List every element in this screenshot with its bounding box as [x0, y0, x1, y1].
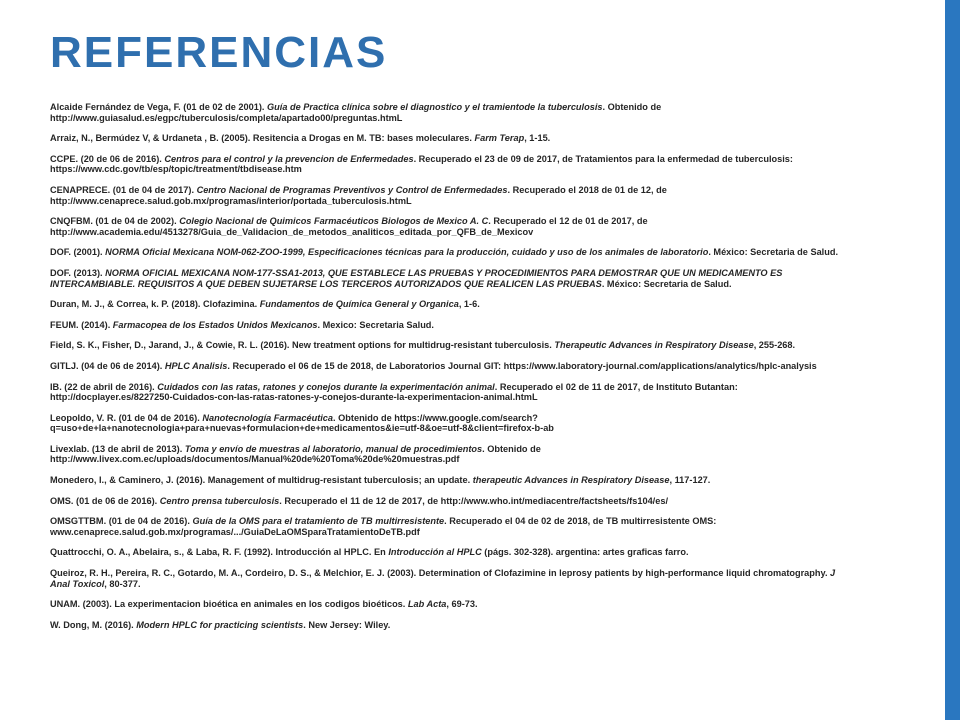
- reference-item: [50, 413, 850, 434]
- reference-text: , 80-377.: [104, 578, 141, 589]
- reference-text: . México: Secretaria de Salud.: [601, 278, 732, 289]
- reference-item: [50, 268, 850, 289]
- reference-text: OMS. (01 de 06 de 2016).: [50, 495, 160, 506]
- reference-text: . Obtenido de https://www.google.com/search?q=uso+de+la+nanotecnologia+para+nuevas+formulacion+de+medicamentos&ie=utf-8&oe=utf-8&client=firefox-b-ab: [50, 412, 554, 434]
- reference-italic-title: Guía de la OMS para el tratamiento de TB multirresistente: [192, 516, 445, 527]
- reference-text: . Recuperado el 12 de 01 de 2017, de http://www.academia.edu/4513278/Guia_de_Validacion_de_metodos_analiticos_editada_por_QFB_de_Mexicov: [50, 216, 648, 237]
- reference-text: GITLJ. (04 de 06 de 2014).: [50, 360, 165, 371]
- reference-italic-title: Guía de Practica clínica sobre el diagnostico y el tramientode la tuberculosis: [267, 102, 603, 112]
- page-title: REFERENCIAS: [50, 28, 388, 77]
- reference-text: FEUM. (2014).: [50, 319, 113, 330]
- reference-text: Arraiz, N., Bermúdez V, & Urdaneta , B. (2005). Resitencia a Drogas en M. TB: bases moleculares.: [50, 133, 475, 144]
- reference-item: [50, 599, 850, 610]
- reference-text: DOF. (2001).: [50, 247, 106, 258]
- reference-text: . Recuperado el 06 de 15 de 2018, de Laboratorios Journal GIT: https://www.laboratory-journal.com/applications/analytics/hplc-analysis: [227, 360, 817, 371]
- reference-text: Alcaide Fernández de Vega, F. (01 de 02 de 2001).: [50, 102, 268, 112]
- reference-italic-title: HPLC Analisis: [164, 360, 228, 371]
- reference-text: , 1-15.: [524, 133, 551, 144]
- reference-item: [50, 299, 850, 310]
- reference-italic-title: Centro prensa tuberculosis: [159, 495, 280, 506]
- reference-text: . New Jersey: Wiley.: [303, 619, 391, 630]
- reference-text: W. Dong, M. (2016).: [50, 619, 137, 630]
- reference-text: Leopoldo, V. R. (01 de 04 de 2016).: [50, 412, 203, 423]
- reference-text: . México: Secretaria de Salud.: [708, 247, 839, 258]
- reference-italic-title: Farmacopea de los Estados Unidos Mexicanos: [112, 319, 318, 330]
- reference-text: Field, S. K., Fisher, D., Jarand, J., & Cowie, R. L. (2016). New treatment options for multidrug-resistant tuberculosis.: [50, 340, 555, 351]
- reference-italic-title: Fundamentos de Química General y Organica: [259, 299, 459, 310]
- reference-italic-title: Farm Terap: [474, 133, 525, 144]
- reference-text: . Mexico: Secretaria Salud.: [317, 319, 434, 330]
- reference-text: Queiroz, R. H., Pereira, R. C., Gotardo, M. A., Cordeiro, D. S., & Melchior, E. J. (2003). Determination of Clofazimine in leprosy patients by high-performance liquid chromatography.: [50, 568, 831, 579]
- reference-text: CENAPRECE. (01 de 04 de 2017).: [50, 184, 197, 195]
- reference-italic-title: Centros para el control y la prevencion de Enfermedades: [164, 153, 414, 164]
- reference-item: [50, 496, 850, 507]
- reference-item: [50, 516, 850, 537]
- reference-item: [50, 185, 850, 206]
- reference-text: , 117-127.: [669, 475, 711, 486]
- reference-item: [50, 382, 850, 403]
- reference-item: [50, 154, 850, 175]
- reference-item: [50, 216, 850, 237]
- reference-item: [50, 361, 850, 372]
- reference-text: CCPE. (20 de 06 de 2016).: [50, 153, 165, 164]
- reference-item: [50, 620, 850, 631]
- reference-text: CNQFBM. (01 de 04 de 2002).: [50, 216, 180, 227]
- reference-item: [50, 102, 850, 123]
- reference-text: Livexlab. (13 de abril de 2013).: [50, 443, 185, 454]
- reference-item: [50, 320, 850, 331]
- reference-italic-title: Therapeutic Advances in Respiratory Disease: [554, 340, 754, 351]
- reference-italic-title: Introducción al HPLC: [388, 547, 482, 558]
- reference-item: [50, 547, 850, 558]
- reference-text: . Obtenido de http://www.guiasalud.es/egpc/tuberculosis/completa/apartado00/preguntas.htmL: [50, 102, 662, 123]
- reference-italic-title: therapeutic Advances in Respiratory Disease: [472, 475, 670, 486]
- reference-item: [50, 340, 850, 351]
- reference-italic-title: NORMA Oficial Mexicana NOM-062-ZOO-1999, Especificaciones técnicas para la producción, cuidado y uso de los animales de laboratorio: [105, 247, 709, 258]
- reference-italic-title: Centro Nacional de Programas Preventivos y Control de Enfermedades: [196, 184, 508, 195]
- reference-italic-title: Lab Acta: [407, 599, 447, 610]
- reference-item: [50, 247, 850, 258]
- reference-text: , 1-6.: [458, 299, 480, 310]
- reference-text: IB. (22 de abril de 2016).: [50, 381, 158, 392]
- reference-text: DOF. (2013).: [50, 267, 106, 278]
- reference-italic-title: J Anal Toxicol: [50, 568, 836, 589]
- reference-text: . Recuperado el 23 de 09 de 2017, de Tratamientos para la enfermedad de tuberculosis: https://www.cdc.gov/tb/esp/topic/treatment/tbdisease.htm: [50, 153, 793, 175]
- reference-item: [50, 568, 850, 589]
- reference-italic-title: NORMA OFICIAL MEXICANA NOM-177-SSA1-2013, QUE ESTABLECE LAS PRUEBAS Y PROCEDIMIENTOS PARA DEMOSTRAR QUE UN MEDICAMENTO ES INTERCAMBIABLE. REQUISITOS A QUE DEBEN SUJETARSE LOS TERCEROS AUTORIZADOS QUE REALICEN LAS PRUEBAS: [50, 267, 783, 289]
- reference-text: (págs. 302-328). argentina: artes graficas farro.: [481, 547, 689, 558]
- reference-text: OMSGTTBM. (01 de 04 de 2016).: [50, 516, 193, 527]
- reference-text: . Recuperado el 04 de 02 de 2018, de TB multirresistente OMS: www.cenaprece.salud.gob.mx/programas/.../GuiaDeLaOMSparaTratamientoDeTB.pdf: [50, 516, 717, 537]
- reference-text: . Recuperado el 2018 de 01 de 12, de http://www.cenaprece.salud.gob.mx/programas/interior/portada_tuberculosis.htmL: [50, 184, 667, 206]
- reference-italic-title: Cuidados con las ratas, ratones y conejos durante la experimentación animal: [157, 381, 495, 392]
- reference-text: . Recuperado el 11 de 12 de 2017, de http://www.who.int/mediacentre/factsheets/fs104/es/: [279, 495, 669, 506]
- reference-italic-title: Toma y envío de muestras al laboratorio, manual de procedimientos: [184, 443, 483, 454]
- reference-text: Monedero, I., & Caminero, J. (2016). Management of multidrug-resistant tuberculosis; an update.: [50, 475, 473, 486]
- reference-italic-title: Colegio Nacional de Quimicos Farmacéuticos Biologos de Mexico A. C: [179, 216, 489, 227]
- reference-text: . Obtenido de http://www.livex.com.ec/uploads/documentos/Manual%20de%20Toma%20de%20muestras.pdf: [50, 443, 541, 465]
- reference-text: Duran, M. J., & Correa, k. P. (2018). Clofazimina.: [50, 299, 260, 310]
- reference-italic-title: Nanotecnología Farmacéutica: [202, 412, 334, 423]
- accent-side-bar: [945, 0, 960, 720]
- reference-item: [50, 475, 850, 486]
- reference-text: , 69-73.: [446, 599, 478, 610]
- reference-list: [50, 102, 850, 640]
- reference-item: [50, 133, 850, 144]
- reference-item: [50, 444, 850, 465]
- reference-italic-title: Modern HPLC for practicing scientists: [136, 619, 304, 630]
- reference-text: UNAM. (2003). La experimentacion bioética en animales en los codigos bioéticos.: [50, 599, 408, 610]
- reference-text: , 255-268.: [753, 340, 796, 351]
- reference-text: Quattrocchi, O. A., Abelaira, s., & Laba, R. F. (1992). Introducción al HPLC. En: [50, 547, 389, 558]
- reference-text: . Recuperado el 02 de 11 de 2017, de Instituto Butantan: http://docplayer.es/8227250-Cuidados-con-las-ratas-ratones-y-conejos-durante-la-experimentacion-animal.htmL: [50, 381, 738, 403]
